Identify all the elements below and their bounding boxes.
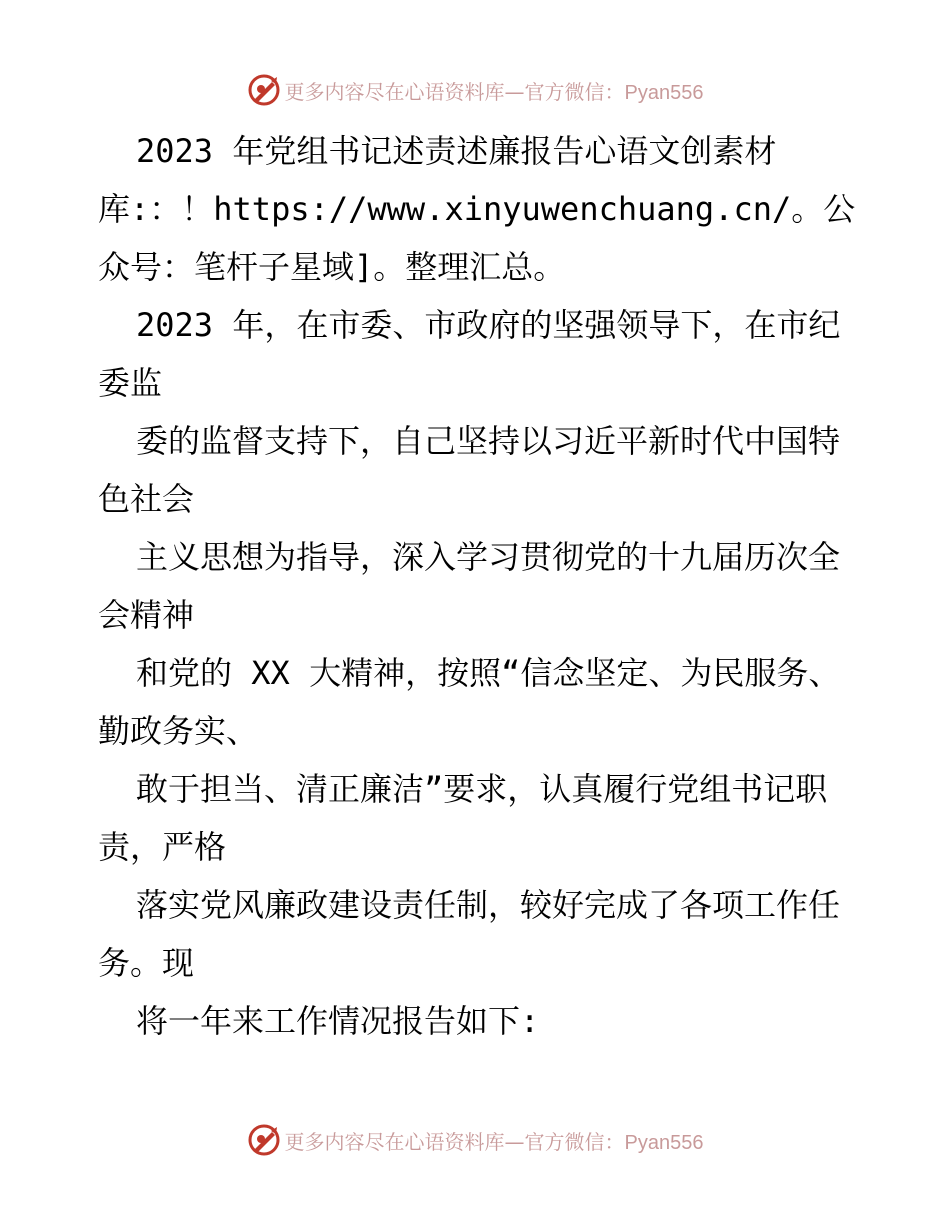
paragraph: 落实党风廉政建设责任制，较好完成了各项工作任务。现 xyxy=(98,886,841,982)
document-body xyxy=(98,122,858,1050)
banner-text: 更多内容尽在心语资料库—官方微信：Pyan556 xyxy=(284,1129,704,1154)
paragraph: 和党的 XX 大精神，按照“信念坚定、为民服务、勤政务实、 xyxy=(98,654,841,750)
logo-icon xyxy=(247,73,281,107)
header-banner xyxy=(0,70,950,110)
paragraph: 2023 年党组书记述责述廉报告心语文创素材库:：！https://www.xinyuwenchuang.cn/。公众号：笔杆子星域]。整理汇总。 xyxy=(98,132,856,286)
paragraph: 敢于担当、清正廉洁”要求，认真履行党组书记职责，严格 xyxy=(98,770,828,866)
banner-text: 更多内容尽在心语资料库—官方微信：Pyan556 xyxy=(284,79,704,104)
logo-icon xyxy=(247,1123,281,1157)
footer-banner xyxy=(0,1120,950,1160)
paragraph: 将一年来工作情况报告如下: xyxy=(136,1002,540,1040)
paragraph: 委的监督支持下，自己坚持以习近平新时代中国特色社会 xyxy=(98,422,841,518)
paragraph: 主义思想为指导，深入学习贯彻党的十九届历次全会精神 xyxy=(98,538,841,634)
paragraph: 2023 年，在市委、市政府的坚强领导下，在市纪委监 xyxy=(98,306,841,402)
